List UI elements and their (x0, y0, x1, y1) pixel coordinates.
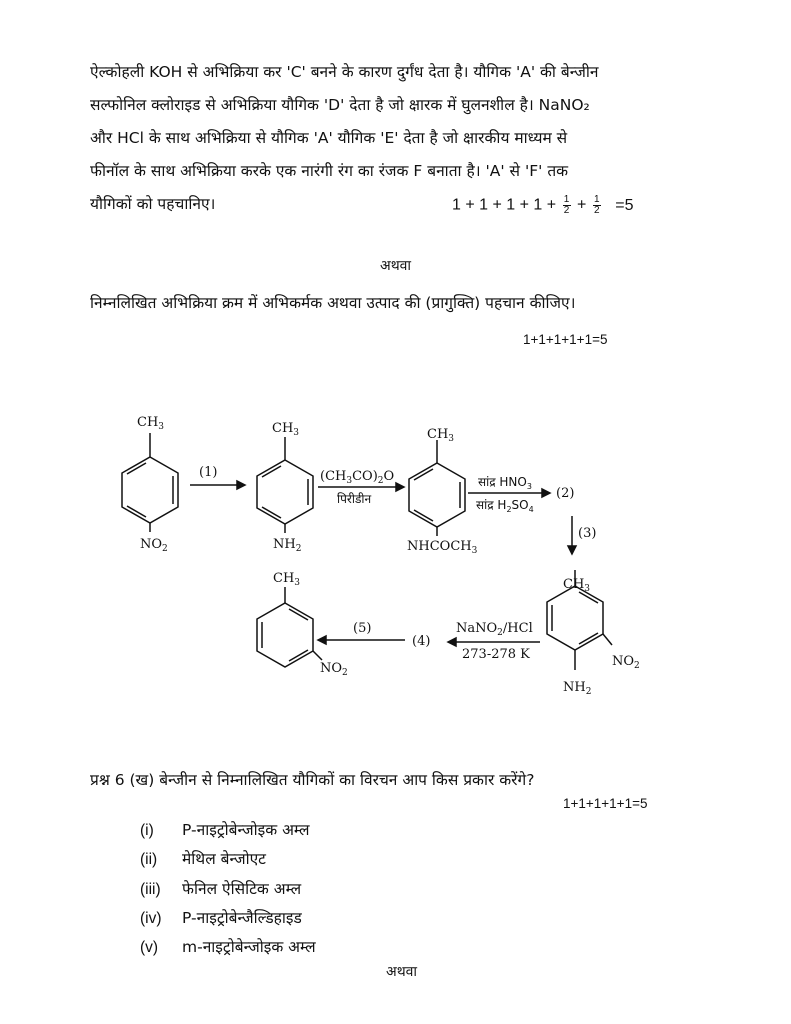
question-2-marks: 1+1+1+1+1=5 (523, 332, 608, 347)
para-line-4: फीनॉल के साथ अभिक्रिया करके एक नारंगी रंग का रंजक F बनाता है। 'A' से 'F' तक (90, 162, 569, 180)
marks-expression (452, 195, 634, 216)
benzene-ring-2 (257, 437, 313, 533)
marks-plus: + (577, 196, 587, 214)
nh2-label-2: $NH_2$ (273, 537, 302, 554)
no2-label-4: $NO_2$ (612, 654, 640, 671)
step-2-label: (2) (556, 486, 575, 501)
reagent-nano2-hcl: NaNO$_2$/HCl (456, 621, 533, 638)
fraction-denominator: 2 (594, 205, 600, 216)
athva-heading-1: अथवा (380, 258, 412, 274)
question-2-text: निम्नलिखित अभिक्रिया क्रम में अभिकर्मक अथवा उत्पाद की (प्रागुक्ति) पहचान कीजिए। (90, 294, 576, 312)
para-line-2: सल्फोनिल क्लोराइड से अभिक्रिया यौगिक 'D' देता है जो क्षारक में घुलनशील है। NaNO₂ (90, 96, 590, 114)
list-item-text: P-नाइट्रोबेन्जोइक अम्ल (182, 821, 310, 839)
reagent-hno3: सांद्र $HNO_3$ (478, 475, 532, 491)
para-line-5: यौगिकों को पहचानिए। (90, 195, 216, 213)
list-item (140, 847, 266, 869)
para-line-3: और HCl के साथ अभिक्रिया से यौगिक 'A' यौगिक 'E' देता है जो क्षारकीय माध्यम से (90, 129, 568, 147)
fraction-half-1 (563, 195, 571, 216)
list-item (140, 818, 310, 840)
benzene-ring-5 (257, 587, 322, 667)
fraction-denominator: 2 (563, 205, 570, 216)
ch3-label-1: $CH_3$ (137, 415, 165, 432)
ch3-label-2: $CH_3$ (272, 421, 300, 438)
no2-label-5: $NO_2$ (320, 661, 348, 678)
fraction-numerator: 1 (594, 194, 600, 205)
step-5-label: (5) (353, 621, 372, 636)
para-line-1: ऐल्कोहली KOH से अभिक्रिया कर 'C' बनने के कारण दुर्गंध देता है। यौगिक 'A' की बेन्जीन (90, 63, 599, 81)
benzene-ring-3 (409, 440, 465, 536)
step-4-label: (4) (412, 634, 431, 649)
no2-label-1: $NO_2$ (140, 537, 168, 554)
fraction-half-2 (593, 195, 601, 216)
ch3-label-5: $CH_3$ (273, 571, 301, 588)
list-item-text: फेनिल ऐसिटिक अम्ल (182, 880, 302, 898)
step-1-label: (1) (199, 465, 218, 480)
list-item-number: (v) (140, 939, 159, 956)
reagent-acetic-anhydride: $(CH_3CO)_2O$ (320, 469, 395, 486)
list-item-number: (i) (140, 822, 154, 839)
question-6-marks: 1+1+1+1+1=5 (563, 796, 648, 811)
reaction-scheme (0, 400, 791, 720)
question-6-title: प्रश्न 6 (ख) बेन्जीन से निम्नालिखित यौगिकों का विरचन आप किस प्रकार करेंगे? (90, 771, 535, 789)
reagent-temperature: 273-278 K (462, 647, 530, 662)
marks-total: =5 (615, 196, 634, 214)
list-item-text: m-नाइट्रोबेन्जोइक अम्ल (182, 938, 316, 956)
ch3-label-3: $CH_3$ (427, 427, 455, 444)
list-item (140, 877, 301, 899)
list-item-number: (iv) (140, 910, 162, 927)
athva-heading-2: अथवा (386, 964, 418, 980)
reagent-h2so4: सांद्र $H_2SO_4$ (476, 498, 534, 514)
reagent-pyridine: पिरीडीन (337, 492, 372, 506)
fraction-numerator: 1 (563, 194, 570, 205)
list-item-text: P-नाइट्रोबेन्जैल्डिहाइड (182, 909, 302, 927)
ch3-label-4: $CH_3$ (563, 577, 591, 594)
list-item-number: (ii) (140, 851, 158, 868)
list-item-number: (iii) (140, 881, 161, 898)
nhcoch3-label: $NHCOCH_3$ (407, 539, 478, 556)
list-item-text: मेथिल बेन्जोएट (182, 850, 266, 868)
nh2-label-4: $NH_2$ (563, 680, 592, 697)
list-item (140, 935, 316, 957)
benzene-ring-1 (122, 433, 178, 532)
list-item (140, 906, 302, 928)
marks-prefix: 1 + 1 + 1 + 1 + (452, 196, 557, 214)
step-3-label: (3) (578, 526, 597, 541)
